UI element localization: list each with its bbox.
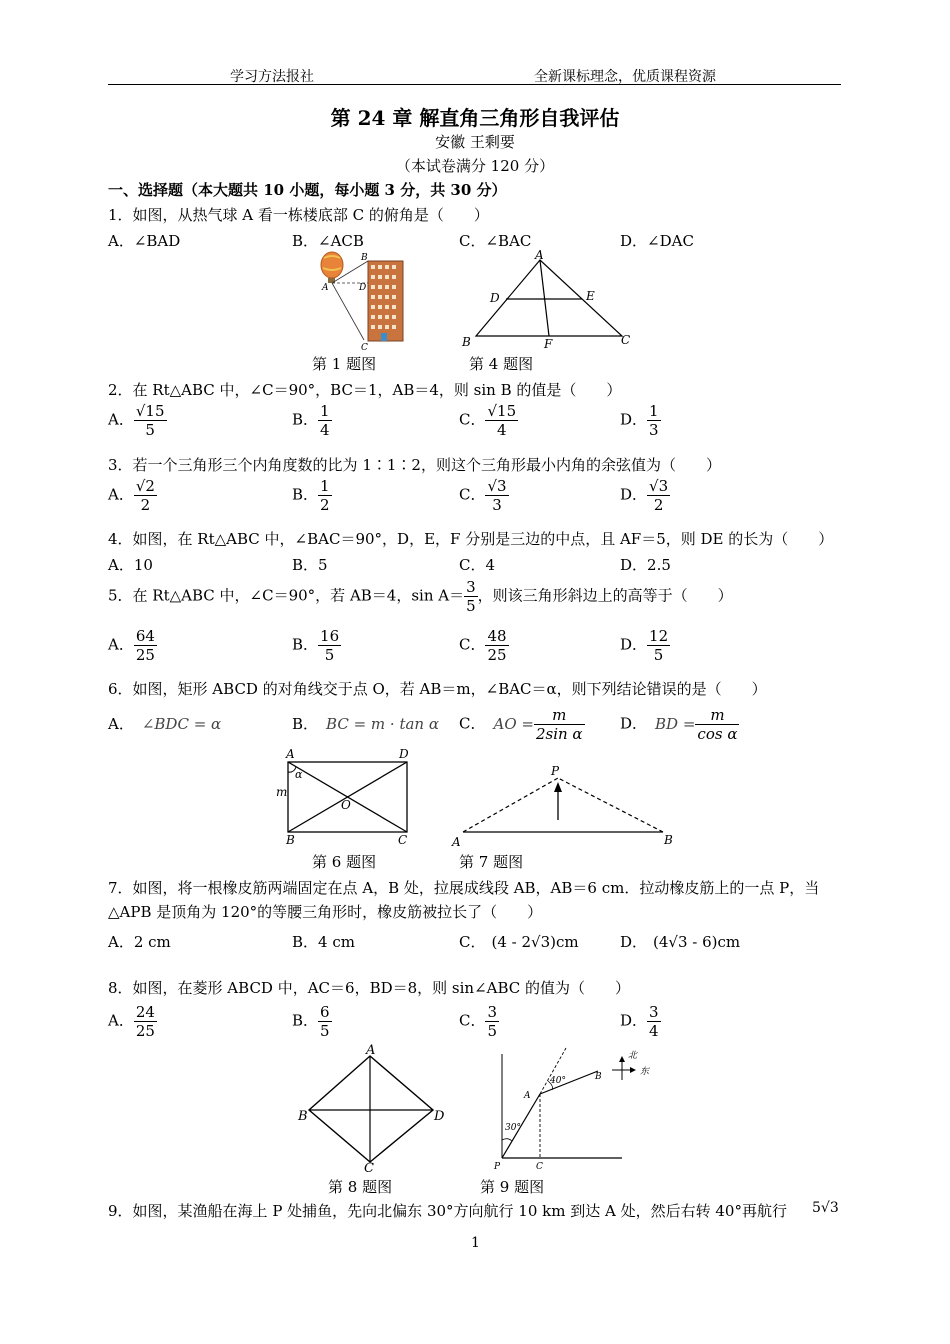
- figure-7: [448, 760, 683, 850]
- svg-text:P: P: [494, 1162, 501, 1172]
- figure-8: [296, 1044, 446, 1174]
- q4-option-a: A．10: [108, 556, 153, 574]
- svg-text:C: C: [361, 343, 368, 353]
- header-rule: [108, 84, 841, 85]
- q4-option-d: D．2.5: [620, 556, 671, 574]
- svg-text:B: B: [664, 833, 673, 847]
- q8-stem: 8．如图，在菱形 ABCD 中，AC＝6，BD＝8，则 sin∠ABC 的值为（ ）: [108, 979, 631, 997]
- q5-option-b: B． $\frac{16}{5}$: [292, 627, 340, 664]
- svg-text:A: A: [366, 1043, 376, 1058]
- q6-option-c: C． AO = $\frac{m}{\text{2sin α}}$: [459, 706, 583, 743]
- figure-9: [488, 1044, 663, 1174]
- svg-text:A: A: [524, 1091, 531, 1101]
- svg-text:B: B: [361, 253, 368, 263]
- q8-option-b: B． $\frac{6}{5}$: [292, 1003, 330, 1040]
- svg-text:30°: 30°: [505, 1123, 521, 1133]
- q5-option-c: C． $\frac{48}{25}$: [459, 627, 507, 664]
- header-left: 学习方法报社: [230, 69, 314, 85]
- q4-option-c: C．4: [459, 556, 496, 574]
- q6-stem: 6．如图，矩形 ABCD 的对角线交于点 O，若 AB＝m，∠BAC＝α，则下列结论错误的是（ ）: [108, 680, 767, 698]
- score-note: （本试卷满分 120 分）: [395, 157, 555, 175]
- q4-option-b: B．5: [292, 556, 328, 574]
- q8-option-c: C． $\frac{3}{5}$: [459, 1003, 498, 1040]
- figure-1: [318, 250, 408, 355]
- q6-option-d: D． BD = $\frac{m}{\text{cos α}}$: [620, 706, 738, 743]
- author: 安徽 王剩要: [435, 133, 515, 151]
- svg-text:40°: 40°: [550, 1076, 566, 1086]
- svg-text:B: B: [595, 1072, 602, 1082]
- svg-text:C: C: [621, 333, 631, 347]
- q1-option-d: D．∠DAC: [620, 232, 694, 250]
- svg-text:D: D: [490, 291, 500, 305]
- svg-text:B: B: [298, 1109, 308, 1124]
- svg-text:m: m: [276, 785, 288, 799]
- q3-stem: 3．若一个三角形三个内角度数的比为 1∶1∶2，则这个三角形最小内角的余弦值为（ ）: [108, 456, 721, 474]
- svg-text:α: α: [295, 768, 303, 781]
- q6-option-b: B． BC = m · tan α: [292, 715, 439, 733]
- caption-fig8: 第 8 题图: [328, 1178, 393, 1196]
- q3-option-d: D． $\frac{√3}{2}$: [620, 477, 669, 514]
- svg-text:A: A: [452, 835, 461, 849]
- q7-option-c: C． (4 - 2√3)cm: [459, 933, 579, 951]
- page-title: 第 24 章 解直角三角形自我评估: [330, 106, 620, 130]
- svg-text:B: B: [462, 335, 471, 349]
- caption-fig7: 第 7 题图: [459, 853, 524, 871]
- q2-option-a: A． $\frac{√15}{5}$: [108, 402, 165, 439]
- q6-option-a: A． ∠BDC = α: [108, 715, 222, 733]
- caption-fig1: 第 1 题图: [312, 355, 377, 373]
- caption-fig6: 第 6 题图: [312, 853, 377, 871]
- q7-option-a: A．2 cm: [108, 933, 171, 951]
- q9-stem: 9．如图，某渔船在海上 P 处捕鱼，先向北偏东 30°方向航行 10 km 到达 A 处，然后右转 40°再航行: [108, 1202, 787, 1220]
- svg-text:D: D: [359, 283, 367, 293]
- q5-option-a: A． $\frac{64}{25}$: [108, 627, 155, 664]
- svg-text:A: A: [535, 248, 544, 262]
- q3-option-a: A． $\frac{√2}{2}$: [108, 477, 155, 514]
- q5-stem: 5．在 Rt△ABC 中，∠C＝90°，若 AB＝4，sin A＝ $\frac{3}{5}$ ，则该三角形斜边上的高等于（ ）: [108, 578, 733, 615]
- q1-option-b: B．∠ACB: [292, 232, 364, 250]
- svg-text:F: F: [544, 337, 553, 351]
- figure-4: [458, 250, 638, 350]
- q9-tail: 5√3: [812, 1200, 839, 1216]
- svg-text:C: C: [398, 833, 408, 847]
- q1-stem: 1．如图，从热气球 A 看一栋楼底部 C 的俯角是（ ）: [108, 206, 489, 224]
- q7-line1: 7．如图，将一根橡皮筋两端固定在点 A，B 处，拉展成线段 AB，AB＝6 cm．拉动橡皮筋上的一点 P，当: [108, 879, 820, 897]
- svg-text:B: B: [286, 833, 295, 847]
- svg-text:A: A: [286, 747, 295, 761]
- q3-option-c: C． $\frac{√3}{3}$: [459, 477, 507, 514]
- q4-stem: 4．如图，在 Rt△ABC 中，∠BAC＝90°，D，E，F 分别是三边的中点，且 AF＝5，则 DE 的长为（ ）: [108, 530, 834, 548]
- q2-option-d: D． $\frac{1}{3}$: [620, 402, 659, 439]
- svg-text:D: D: [434, 1109, 445, 1124]
- svg-text:E: E: [586, 289, 595, 303]
- compass-icon: [612, 1050, 651, 1080]
- svg-text:C: C: [536, 1162, 543, 1172]
- q7-option-d: D． (4√3 - 6)cm: [620, 933, 741, 951]
- q2-option-b: B． $\frac{1}{4}$: [292, 402, 330, 439]
- q7-line2: △APB 是顶角为 120°的等腰三角形时，橡皮筋被拉长了（ ）: [108, 903, 543, 921]
- q8-option-d: D． $\frac{3}{4}$: [620, 1003, 659, 1040]
- page-number: 1: [471, 1235, 480, 1251]
- svg-text:D: D: [399, 747, 409, 761]
- q5-option-d: D． $\frac{12}{5}$: [620, 627, 669, 664]
- q2-option-c: C． $\frac{√15}{4}$: [459, 402, 517, 439]
- section-heading: 一、选择题（本大题共 10 小题，每小题 3 分，共 30 分）: [108, 181, 507, 199]
- caption-fig9: 第 9 题图: [480, 1178, 545, 1196]
- svg-text:C: C: [364, 1161, 374, 1176]
- q8-option-a: A． $\frac{24}{25}$: [108, 1003, 155, 1040]
- svg-text:O: O: [341, 798, 351, 812]
- q2-stem: 2．在 Rt△ABC 中，∠C＝90°，BC＝1，AB＝4，则 sin B 的值是（ ）: [108, 381, 622, 399]
- q7-option-b: B．4 cm: [292, 933, 355, 951]
- q3-option-b: B． $\frac{1}{2}$: [292, 477, 330, 514]
- svg-text:北: 北: [628, 1051, 638, 1061]
- svg-text:A: A: [322, 283, 329, 293]
- header-right: 全新课标理念，优质课程资源: [534, 69, 716, 85]
- caption-fig4: 第 4 题图: [469, 355, 534, 373]
- q1-option-a: A．∠BAD: [108, 232, 181, 250]
- figure-6: [274, 746, 419, 846]
- svg-text:P: P: [551, 764, 560, 778]
- q1-option-c: C．∠BAC: [459, 232, 532, 250]
- svg-text:东: 东: [640, 1067, 650, 1077]
